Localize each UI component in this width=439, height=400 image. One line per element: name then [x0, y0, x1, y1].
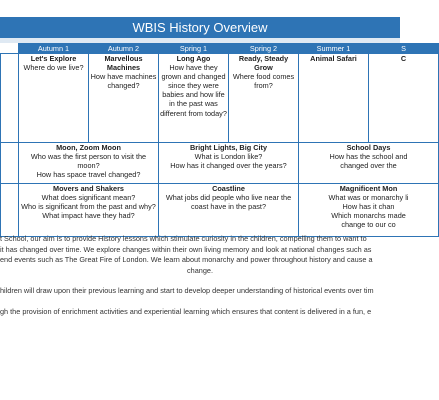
topic-cell — [19, 184, 159, 237]
topic-question: What is London like? — [194, 152, 263, 162]
topic-title: Ready, Steady Grow — [238, 54, 289, 73]
topic-question: How have they grown and changed since they were babies and how life in the past was different from today? — [160, 63, 227, 118]
topic-cell — [159, 54, 229, 143]
topic-cell — [299, 184, 439, 237]
term-header: Spring 1 — [159, 44, 229, 54]
page-title: WBIS History Overview — [0, 17, 400, 38]
topic-cell — [369, 54, 439, 143]
topic-question: How has it chan — [342, 202, 395, 212]
intro-paragraph-line: change. — [187, 265, 213, 275]
term-header: Autumn 2 — [89, 44, 159, 54]
topic-question: change to our co — [341, 220, 396, 230]
overview-table — [0, 43, 439, 237]
topic-question: Who was the first person to visit the moon? — [30, 152, 147, 171]
year-label-cell — [1, 184, 19, 237]
topic-question: Who is significant from the past and why? — [21, 202, 156, 212]
year-row — [1, 54, 439, 143]
topic-title: Bright Lights, Big City — [189, 143, 268, 152]
topic-title: Animal Safari — [310, 54, 357, 63]
topic-cell — [89, 54, 159, 143]
topic-question: Where food comes from? — [232, 72, 295, 91]
topic-title: Coastline — [212, 184, 245, 193]
topic-cell — [159, 184, 299, 237]
topic-question: How has it changed over the years? — [170, 161, 287, 171]
term-header-row — [1, 44, 439, 54]
topic-question: How has the school and — [329, 152, 408, 162]
topic-question: What jobs did people who live near the coast have in the past? — [165, 193, 292, 212]
term-header: S — [369, 44, 439, 54]
topic-title: Let's Explore — [30, 54, 77, 63]
intro-paragraph: hildren will draw upon their previous learning and start to develop deeper understanding of historical events over tim — [0, 286, 374, 296]
topic-cell — [299, 54, 369, 143]
year-label-cell — [1, 143, 19, 184]
corner-cell — [1, 44, 19, 54]
intro-paragraph-line: t School, our aim is to provide History lessons which stimulate curiosity in the children, compelling them to want to — [0, 234, 367, 243]
topic-title: Moon, Zoom Moon — [56, 143, 121, 152]
topic-question: What impact have they had? — [42, 211, 135, 221]
topic-cell — [19, 143, 159, 184]
topic-question: How has space travel changed? — [36, 170, 141, 180]
topic-question: What was or monarchy li — [328, 193, 409, 203]
topic-question: Which monarchs made — [331, 211, 406, 221]
topic-cell — [229, 54, 299, 143]
year-row — [1, 184, 439, 237]
year-label-cell — [1, 54, 19, 143]
topic-title: Long Ago — [176, 54, 211, 63]
intro-text — [0, 234, 400, 318]
term-header: Summer 1 — [299, 44, 369, 54]
term-header: Spring 2 — [229, 44, 299, 54]
intro-paragraph-line: end events such as The Great Fire of London. We learn about monarchy and power throughout history and cause a — [0, 255, 373, 265]
topic-title: School Days — [346, 143, 391, 152]
topic-question: Where do we live? — [23, 63, 84, 73]
topic-title: Magnificent Mon — [339, 184, 398, 193]
topic-title: Marvellous Machines — [104, 54, 143, 73]
year-row — [1, 143, 439, 184]
topic-question: changed over the — [340, 161, 397, 171]
topic-cell — [159, 143, 299, 184]
term-header: Autumn 1 — [19, 44, 89, 54]
intro-paragraph: gh the provision of enrichment activities and experiential learning which ensures that content is delivered in a fun, e — [0, 306, 372, 316]
intro-paragraph-line: it has changed over time. We explore changes within their own living memory and look at national changes such as — [0, 244, 372, 254]
topic-cell — [19, 54, 89, 143]
topic-title: C — [400, 54, 407, 63]
topic-question: How have machines changed? — [90, 72, 157, 91]
topic-question: What does significant mean? — [41, 193, 136, 203]
topic-cell — [299, 143, 439, 184]
topic-title: Movers and Shakers — [53, 184, 124, 193]
